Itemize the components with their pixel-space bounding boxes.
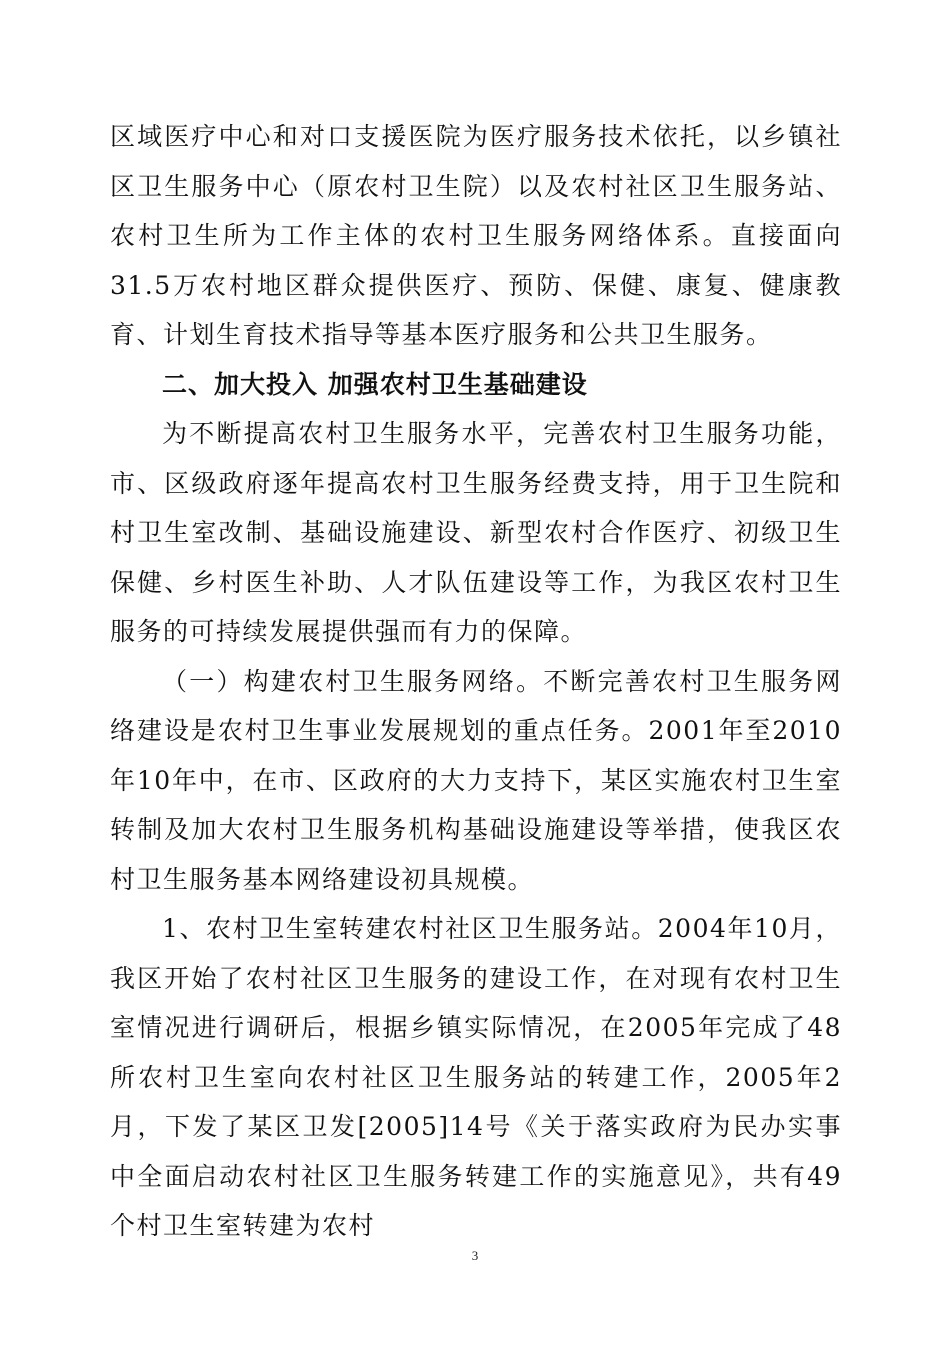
paragraph-network: （一）构建农村卫生服务网络。不断完善农村卫生服务网络建设是农村卫生事业发展规划的重点任务。2001年至2010年10年中，在市、区政府的大力支持下，某区实施农村卫生室转制及加大农村卫生服务机构基础设施建设等举措，使我区农村卫生服务基本网络建设初具规模。 — [110, 666, 842, 894]
paragraph-continued: 区域医疗中心和对口支援医院为医疗服务技术依托，以乡镇社区卫生服务中心（原农村卫生院）以及农村社区卫生服务站、农村卫生所为工作主体的农村卫生服务网络体系。直接面向31.5万农村地区群众提供医疗、预防、保健、康复、健康教育、计划生育技术指导等基本医疗服务和公共卫生服务。 — [110, 122, 842, 349]
paragraph-funding: 为不断提高农村卫生服务水平，完善农村卫生服务功能，市、区级政府逐年提高农村卫生服务经费支持，用于卫生院和村卫生室改制、基础设施建设、新型农村合作医疗、初级卫生保健、乡村医生补助、人才队伍建设等工作，为我区农村卫生服务的可持续发展提供强而有力的保障。 — [110, 419, 842, 646]
paragraph-station-conversion: 1、农村卫生室转建农村社区卫生服务站。2004年10月，我区开始了农村社区卫生服务的建设工作，在对现有农村卫生室情况进行调研后，根据乡镇实际情况，在2005年完成了48所农村卫生室向农村社区卫生服务站的转建工作，2005年2月，下发了某区卫发[2005]14号《关于落实政府为民办实事中全面启动农村社区卫生服务转建工作的实施意见》，共有49个村卫生室转建为农村 — [110, 914, 842, 1240]
page-number: 3 — [471, 1248, 479, 1263]
document-body — [110, 112, 842, 1251]
section-heading: 二、加大投入 加强农村卫生基础建设 — [162, 369, 588, 399]
